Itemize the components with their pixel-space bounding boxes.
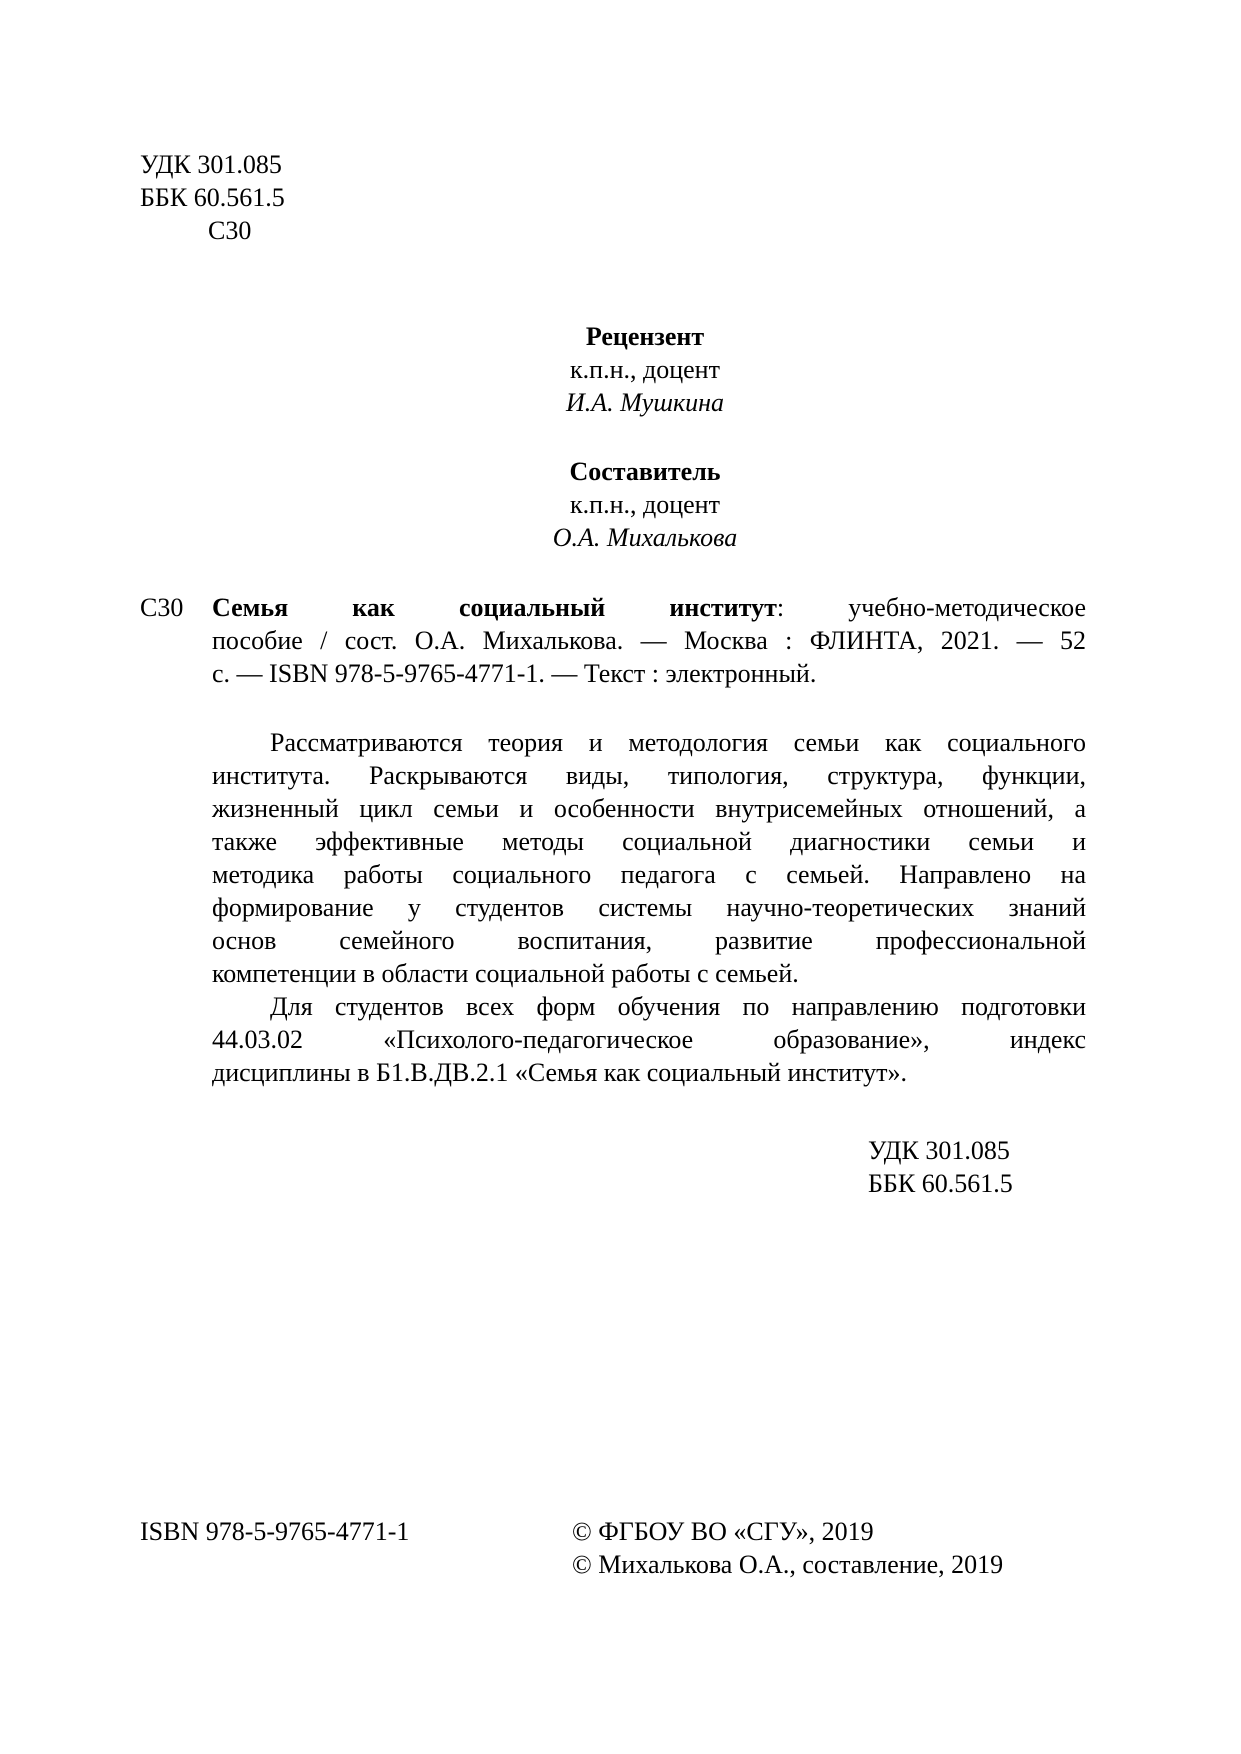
audience-line: 44.03.02 «Психолого-педагогическое образование», индекс bbox=[212, 1025, 1086, 1054]
abstract-line: также эффективные методы социальной диагностики семьи и bbox=[212, 827, 1086, 856]
bib-line-1 bbox=[212, 591, 1086, 624]
abstract-line: института. Раскрываются виды, типология, структура, функции, bbox=[212, 761, 1086, 790]
bib-line-3: с. — ISBN 978-5-9765-4771-1. — Текст : электронный. bbox=[212, 659, 817, 688]
udk-code: УДК 301.085 bbox=[140, 150, 282, 179]
bib-title-rest: : учебно-методическое bbox=[776, 593, 1086, 622]
reviewer-degree: к.п.н., доцент bbox=[570, 355, 720, 384]
compiler-name: О.А. Михалькова bbox=[552, 523, 738, 552]
abstract-line: Рассматриваются теория и методология семьи как социального bbox=[270, 728, 1086, 757]
abstract-line: методика работы социального педагога с семьей. Направлено на bbox=[212, 860, 1086, 889]
udk-code-bottom: УДК 301.085 bbox=[868, 1136, 1010, 1165]
copyright-line: © ФГБОУ ВО «СГУ», 2019 bbox=[572, 1517, 874, 1546]
copyright-block bbox=[572, 1515, 1003, 1581]
bib-line-2: пособие / сост. О.А. Михалькова. — Москва : ФЛИНТА, 2021. — 52 bbox=[212, 626, 1086, 655]
abstract-line: жизненный цикл семьи и особенности внутрисемейных отношений, а bbox=[212, 794, 1086, 823]
classification-codes-bottom bbox=[868, 1134, 1013, 1200]
audience-line: Для студентов всех форм обучения по направлению подготовки bbox=[270, 992, 1086, 1021]
compiler-degree: к.п.н., доцент bbox=[570, 490, 720, 519]
reviewer-heading: Рецензент bbox=[585, 322, 705, 351]
isbn: ISBN 978-5-9765-4771-1 bbox=[140, 1517, 410, 1546]
reviewer-name: И.А. Мушкина bbox=[565, 388, 725, 417]
compiler-block bbox=[480, 455, 810, 554]
abstract bbox=[212, 726, 1086, 1089]
abstract-line: компетенции в области социальной работы с семьей. bbox=[212, 959, 799, 988]
bib-title: Семья как социальный институт bbox=[212, 593, 777, 622]
classification-codes-top bbox=[140, 148, 285, 247]
bibliographic-entry bbox=[212, 591, 1086, 690]
bbk-code: ББК 60.561.5 bbox=[140, 183, 285, 212]
abstract-line: формирование у студентов системы научно-теоретических знаний bbox=[212, 893, 1086, 922]
author-sign: С30 bbox=[208, 216, 252, 245]
abstract-line: основ семейного воспитания, развитие профессиональной bbox=[212, 926, 1086, 955]
audience-line: дисциплины в Б1.В.ДВ.2.1 «Семья как социальный институт». bbox=[212, 1058, 907, 1087]
bib-author-sign: С30 bbox=[140, 593, 184, 622]
copyright-line: © Михалькова О.А., составление, 2019 bbox=[572, 1550, 1004, 1579]
bbk-code-bottom: ББК 60.561.5 bbox=[868, 1169, 1013, 1198]
reviewer-block bbox=[480, 320, 810, 419]
compiler-heading: Составитель bbox=[569, 457, 721, 486]
